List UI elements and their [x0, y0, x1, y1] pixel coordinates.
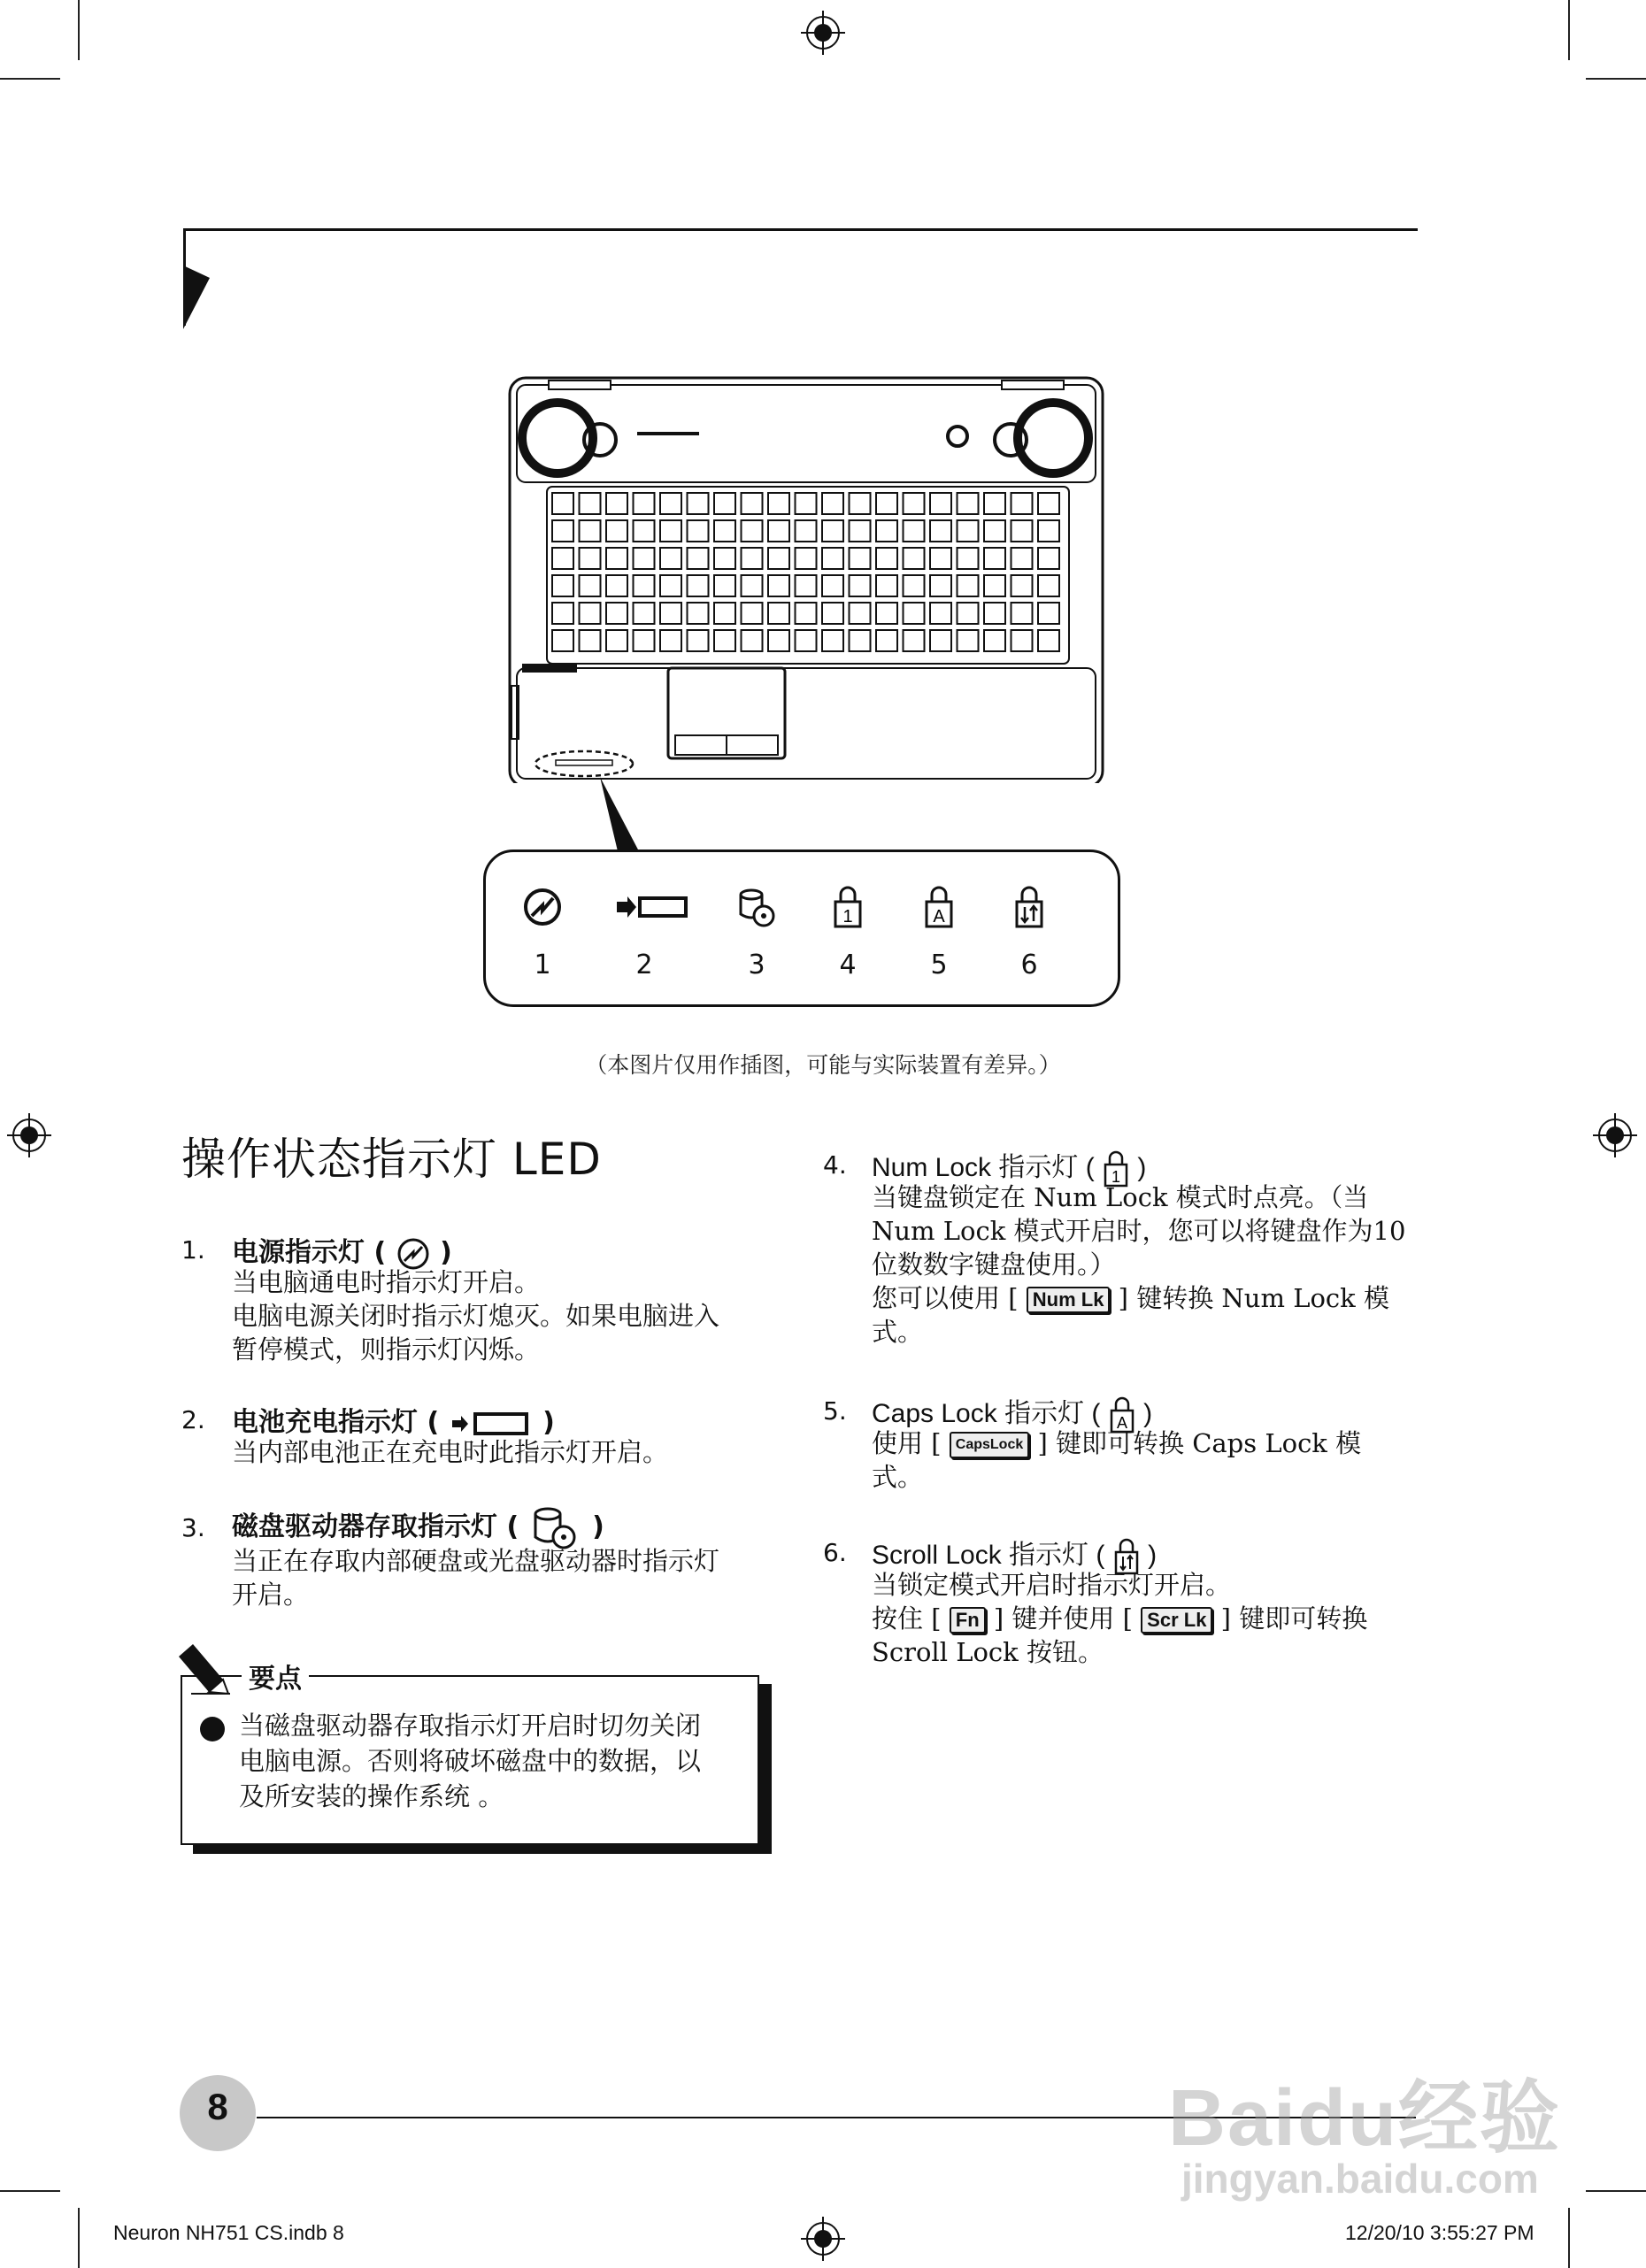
- keyboard-key: [660, 630, 681, 651]
- item-line: 当电脑通电时指示灯开启。: [232, 1267, 541, 1297]
- registration-mark-icon: [801, 11, 845, 55]
- item-line: 当正在存取内部硬盘或光盘驱动器时指示灯: [232, 1546, 720, 1576]
- battery-charge-icon: [604, 880, 693, 934]
- keyboard-key: [822, 493, 843, 514]
- keyboard-key: [768, 493, 789, 514]
- keyboard-key: [714, 575, 735, 596]
- item-line: 式。: [872, 1317, 924, 1347]
- keyboard-key: [822, 575, 843, 596]
- keyboard-key: [930, 603, 951, 624]
- led-number: 2: [635, 949, 653, 980]
- item-line: 电脑电源关闭时指示灯熄灭。如果电脑进入: [232, 1301, 720, 1331]
- keyboard-key: [904, 548, 925, 569]
- item-body: [872, 1568, 1420, 1669]
- led-cell: [904, 852, 974, 1010]
- keyboard-key: [876, 603, 897, 624]
- keyboard-key: [904, 575, 925, 596]
- item-text: 使用 [: [872, 1428, 942, 1458]
- item-title: [232, 1400, 555, 1439]
- keyboard-key: [742, 548, 763, 569]
- crop-mark: [1586, 2190, 1646, 2192]
- led-cell: [812, 852, 883, 1010]
- keyboard-key: [958, 575, 979, 596]
- keyboard-key: [552, 548, 573, 569]
- item-body: [872, 1426, 1420, 1494]
- keyboard-key: [660, 520, 681, 542]
- keyboard-key: [876, 575, 897, 596]
- keyboard-key: [634, 548, 655, 569]
- keyboard-key: [714, 520, 735, 542]
- keyboard-key: [876, 520, 897, 542]
- keyboard-key: [796, 548, 817, 569]
- item-line: [872, 1281, 1420, 1315]
- laptop-illustration: [496, 367, 1115, 783]
- item-text: 您可以使用 [: [872, 1283, 1019, 1313]
- keyboard-key: [796, 520, 817, 542]
- keyboard-key: [688, 575, 709, 596]
- item-title-text: 磁盘驱动器存取指示灯 (: [232, 1511, 519, 1542]
- keyboard-key: [1011, 630, 1033, 651]
- keyboard-key: [904, 520, 925, 542]
- item-body: [232, 1544, 719, 1611]
- item-body: [872, 1180, 1420, 1349]
- note-line: 当磁盘驱动器存取指示灯开启时切勿关闭: [239, 1711, 702, 1741]
- keyboard-key: [904, 493, 925, 514]
- keyboard-key: [1038, 603, 1059, 624]
- item-line: 式。: [872, 1462, 924, 1492]
- registration-mark-icon: [1593, 1113, 1637, 1157]
- keyboard-key: [1011, 548, 1033, 569]
- keyboard-key: [606, 493, 627, 514]
- keyboard-key: [580, 575, 601, 596]
- keyboard-key: [930, 575, 951, 596]
- keyboard-key: [742, 603, 763, 624]
- keyboard-key: [850, 493, 871, 514]
- disk-drive-icon: [730, 880, 783, 934]
- power-icon: [516, 880, 569, 934]
- keyboard-key: [984, 548, 1005, 569]
- keyboard-key: [1038, 493, 1059, 514]
- crop-mark: [0, 78, 60, 80]
- page-number: 8: [207, 2086, 228, 2127]
- item-text: ] 键即可转换 Caps Lock 模: [1037, 1428, 1362, 1458]
- keyboard-key: [822, 603, 843, 624]
- crop-mark: [1568, 0, 1570, 60]
- watermark-url: jingyan.baidu.com: [1181, 2156, 1539, 2202]
- item-body: [232, 1265, 719, 1366]
- svg-text:1: 1: [842, 907, 853, 926]
- keyboard-key: [850, 520, 871, 542]
- led-cell: [596, 852, 693, 1010]
- item-line: 位数数字键盘使用。）: [872, 1249, 1116, 1280]
- keyboard-key: [1011, 603, 1033, 624]
- section-heading: 操作状态指示灯 LED: [181, 1134, 602, 1185]
- keyboard-key: [552, 493, 573, 514]
- keyboard-key: [606, 575, 627, 596]
- keyboard-key: [1038, 630, 1059, 651]
- keyboard-key: [660, 493, 681, 514]
- keyboard-key: [850, 630, 871, 651]
- item-number: 6.: [823, 1538, 847, 1567]
- svg-text:A: A: [933, 907, 945, 926]
- keyboard-key: [904, 603, 925, 624]
- item-line: 开启。: [232, 1580, 310, 1610]
- led-number: 1: [534, 949, 551, 980]
- keyboard-key: [634, 630, 655, 651]
- keyboard-key: [660, 548, 681, 569]
- keyboard-key: [714, 603, 735, 624]
- keyboard-key: [606, 630, 627, 651]
- num-lock-key: Num Lk: [1027, 1287, 1111, 1313]
- scroll-lock-key: Scr Lk: [1141, 1607, 1212, 1634]
- item-title-text: Caps Lock 指示灯 (: [872, 1399, 1101, 1428]
- keyboard-key: [580, 630, 601, 651]
- keyboard-key: [606, 548, 627, 569]
- registration-mark-icon: [7, 1113, 51, 1157]
- keyboard-key: [984, 630, 1005, 651]
- keyboard-key: [742, 520, 763, 542]
- keyboard-key: [822, 630, 843, 651]
- keyboard-key: [634, 575, 655, 596]
- item-title-text: 电源指示灯 (: [232, 1237, 387, 1268]
- note-line: 及所安装的操作系统 。: [239, 1781, 504, 1811]
- item-title-end: ): [592, 1511, 604, 1542]
- pencil-note-icon: [173, 1644, 232, 1695]
- svg-text:A: A: [1116, 1414, 1127, 1433]
- item-number: 5.: [823, 1396, 847, 1426]
- keyboard-key: [850, 548, 871, 569]
- keyboard-key: [688, 630, 709, 651]
- keyboard-key: [580, 520, 601, 542]
- keyboard-key: [768, 603, 789, 624]
- keyboard-key: [634, 493, 655, 514]
- item-line: [872, 1602, 1420, 1635]
- item-number: 3.: [181, 1513, 205, 1542]
- keyboard-key: [714, 630, 735, 651]
- keyboard-key: [984, 493, 1005, 514]
- keyboard-key: [876, 493, 897, 514]
- keyboard-key: [796, 575, 817, 596]
- keyboard-key: [606, 520, 627, 542]
- keyboard-key: [850, 603, 871, 624]
- keyboard-key: [930, 493, 951, 514]
- keyboard-key: [552, 603, 573, 624]
- keyboard-key: [660, 575, 681, 596]
- item-text: ] 键转换 Num Lock 模: [1118, 1283, 1389, 1313]
- led-number: 4: [839, 949, 857, 980]
- crop-mark: [78, 2208, 80, 2268]
- item-title-end: ): [1137, 1153, 1147, 1182]
- keyboard-key: [930, 548, 951, 569]
- led-number: 6: [1020, 949, 1038, 980]
- figure-caption: （本图片仅用作插图，可能与实际装置有差异。）: [585, 1052, 1061, 1078]
- item-title-end: ): [542, 1407, 555, 1438]
- keyboard-key: [958, 493, 979, 514]
- keyboard-key: [714, 493, 735, 514]
- bullet-icon: [200, 1717, 225, 1741]
- keyboard-key: [904, 630, 925, 651]
- crop-mark: [0, 2190, 60, 2192]
- item-line: 当锁定模式开启时指示灯开启。: [872, 1570, 1232, 1600]
- keyboard-key: [580, 493, 601, 514]
- keyboard-key: [742, 630, 763, 651]
- note-title: 要点: [242, 1657, 309, 1695]
- led-indicator-panel: [483, 850, 1120, 1007]
- keyboard-key: [984, 603, 1005, 624]
- battery-charge-icon: [449, 1409, 534, 1439]
- keyboard-key: [958, 630, 979, 651]
- keyboard-key: [1038, 575, 1059, 596]
- keyboard-key: [930, 630, 951, 651]
- keyboard-key: [984, 575, 1005, 596]
- keyboard-key: [688, 603, 709, 624]
- keyboard-key: [1011, 520, 1033, 542]
- keyboard-key: [768, 520, 789, 542]
- note-body: [239, 1708, 752, 1814]
- watermark: Baidu经验: [1168, 2074, 1562, 2163]
- item-number: 4.: [823, 1150, 847, 1180]
- header-rule: [183, 228, 1418, 231]
- keyboard-key: [552, 630, 573, 651]
- keyboard-key: [1038, 548, 1059, 569]
- keyboard-key: [1011, 493, 1033, 514]
- keyboard-key: [634, 603, 655, 624]
- caps-lock-key: CapsLock: [950, 1432, 1029, 1458]
- item-text: ] 键并使用 [: [993, 1603, 1133, 1634]
- keyboard-key: [796, 493, 817, 514]
- crop-mark: [1586, 78, 1646, 80]
- svg-text:1: 1: [1111, 1168, 1121, 1187]
- keyboard-key: [822, 520, 843, 542]
- keyboard-key: [876, 630, 897, 651]
- item-title-text: Num Lock 指示灯 (: [872, 1153, 1095, 1182]
- keyboard-key: [850, 575, 871, 596]
- keyboard-key: [958, 520, 979, 542]
- keyboard-key: [688, 520, 709, 542]
- keyboard-key: [768, 548, 789, 569]
- led-cell: [721, 852, 792, 1010]
- header-wedge: [183, 265, 210, 329]
- keyboard-key: [768, 630, 789, 651]
- slug-right: 12/20/10 3:55:27 PM: [1345, 2221, 1534, 2244]
- item-title-end: ): [440, 1237, 452, 1268]
- keyboard-key: [688, 493, 709, 514]
- keyboard-key: [876, 548, 897, 569]
- keyboard-key: [634, 520, 655, 542]
- item-number: 2.: [181, 1405, 205, 1434]
- keyboard-key: [796, 603, 817, 624]
- keyboard-key: [796, 630, 817, 651]
- keyboard-key: [742, 575, 763, 596]
- item-title-text: 电池充电指示灯 (: [232, 1407, 440, 1438]
- keyboard-key: [688, 548, 709, 569]
- caps-lock-icon: [912, 880, 965, 934]
- item-body: [232, 1435, 668, 1469]
- registration-mark-icon: [801, 2217, 845, 2261]
- keyboard-key: [958, 603, 979, 624]
- keyboard-key: [822, 548, 843, 569]
- keyboard-key: [552, 575, 573, 596]
- keyboard-key: [580, 603, 601, 624]
- led-number: 3: [748, 949, 765, 980]
- keyboard-key: [714, 548, 735, 569]
- keyboard-key: [1038, 520, 1059, 542]
- keyboard-key: [768, 575, 789, 596]
- item-line: 暂停模式，则指示灯闪烁。: [232, 1334, 541, 1365]
- led-number: 5: [930, 949, 948, 980]
- item-line: [872, 1426, 1420, 1460]
- fn-key: Fn: [950, 1607, 986, 1634]
- item-line: 当内部电池正在充电时此指示灯开启。: [232, 1437, 669, 1467]
- keyboard-key: [984, 520, 1005, 542]
- item-line: Num Lock 模式开启时，您可以将键盘作为10: [872, 1216, 1406, 1246]
- keyboard-key: [742, 493, 763, 514]
- keyboard-key: [958, 548, 979, 569]
- item-line: 当键盘锁定在 Num Lock 模式时点亮。（当: [872, 1182, 1369, 1212]
- item-number: 1.: [181, 1235, 205, 1265]
- scroll-lock-icon: [1003, 880, 1056, 934]
- keyboard-key: [580, 548, 601, 569]
- keyboard-key: [606, 603, 627, 624]
- keyboard-key: [660, 603, 681, 624]
- num-lock-icon: [821, 880, 874, 934]
- crop-mark: [78, 0, 80, 60]
- item-line: Scroll Lock 按钮。: [872, 1637, 1104, 1667]
- keyboard-key: [930, 520, 951, 542]
- item-title-end: ): [1148, 1541, 1158, 1570]
- led-cell: [994, 852, 1065, 1010]
- item-title-end: ): [1143, 1399, 1153, 1428]
- crop-mark: [1568, 2208, 1570, 2268]
- item-title-text: Scroll Lock 指示灯 (: [872, 1541, 1105, 1570]
- item-text: ] 键即可转换: [1220, 1603, 1368, 1634]
- item-text: 按住 [: [872, 1603, 942, 1634]
- callout-pointer: [593, 777, 646, 853]
- led-cell: [507, 852, 578, 1010]
- slug-left: Neuron NH751 CS.indb 8: [113, 2221, 344, 2244]
- keyboard-key: [1011, 575, 1033, 596]
- note-line: 电脑电源。否则将破坏磁盘中的数据，以: [239, 1746, 702, 1776]
- keyboard-key: [552, 520, 573, 542]
